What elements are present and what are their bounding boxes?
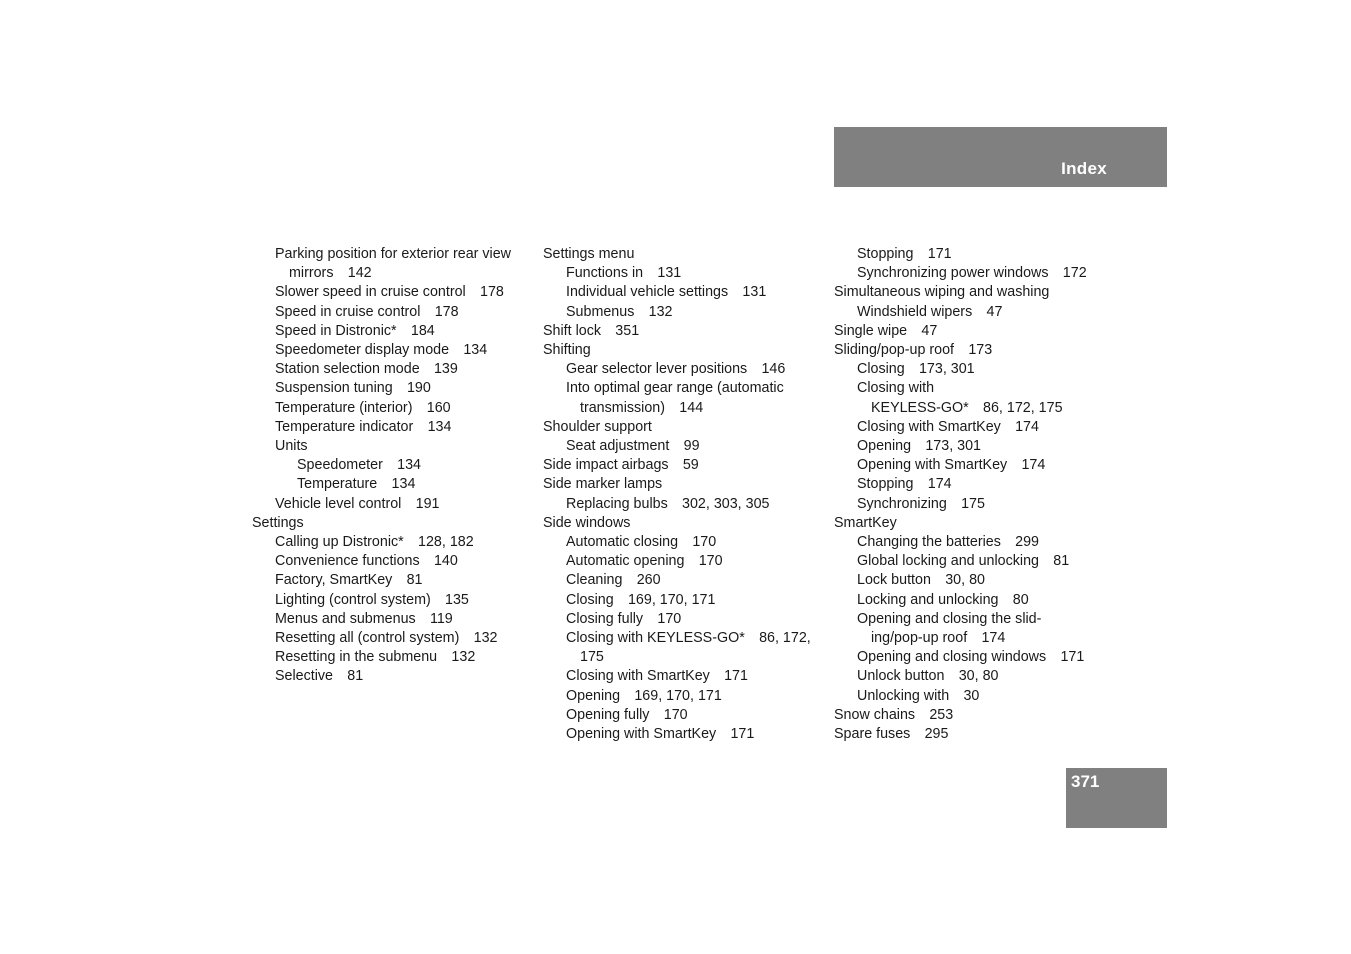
index-subentry: Global locking and unlocking 81 xyxy=(857,553,1070,570)
index-subentry: ing/pop-up roof 174 xyxy=(871,630,1006,647)
index-entry: Spare fuses 295 xyxy=(834,726,949,743)
index-subentry: transmission) 144 xyxy=(580,399,704,416)
index-subentry: Locking and unlocking 80 xyxy=(857,591,1029,608)
index-subentry: Speedometer display mode 134 xyxy=(275,342,488,359)
index-column-1 xyxy=(252,245,532,687)
index-entry: Settings xyxy=(252,514,304,531)
index-subentry: Unlocking with 30 xyxy=(857,687,980,704)
index-subentry: Units xyxy=(275,438,308,455)
index-subentry: Opening 169, 170, 171 xyxy=(566,687,722,704)
index-column-3 xyxy=(834,245,1134,744)
index-subentry: Suspension tuning 190 xyxy=(275,380,431,397)
index-entry: Side impact airbags 59 xyxy=(543,457,699,474)
index-subentry: Speedometer 134 xyxy=(297,457,421,474)
index-subentry: Individual vehicle settings 131 xyxy=(566,284,767,301)
index-subentry: Vehicle level control 191 xyxy=(275,495,440,512)
index-subentry: Opening and closing windows 171 xyxy=(857,649,1085,666)
index-subentry: Lock button 30, 80 xyxy=(857,572,985,589)
index-subentry: Windshield wipers 47 xyxy=(857,303,1003,320)
index-entry: Side windows xyxy=(543,514,631,531)
index-subentry: Seat adjustment 99 xyxy=(566,438,700,455)
index-subentry: Functions in 131 xyxy=(566,265,682,282)
index-subentry: Gear selector lever positions 146 xyxy=(566,361,786,378)
index-entry: Shifting xyxy=(543,342,591,359)
index-subentry: Temperature 134 xyxy=(297,476,416,493)
index-subentry: Automatic opening 170 xyxy=(566,553,723,570)
index-subentry: Closing with xyxy=(857,380,935,397)
index-entry: Side marker lamps xyxy=(543,476,663,493)
index-entry: Sliding/pop-up roof 173 xyxy=(834,342,993,359)
index-subentry: Closing with SmartKey 174 xyxy=(857,418,1039,435)
page-number-box xyxy=(1066,768,1167,828)
index-subentry: Closing 169, 170, 171 xyxy=(566,591,716,608)
index-subentry: Convenience functions 140 xyxy=(275,553,458,570)
index-subentry: Closing with KEYLESS-GO* 86, 172, xyxy=(566,630,811,647)
index-subentry: Calling up Distronic* 128, 182 xyxy=(275,534,474,551)
index-subentry: Opening with SmartKey 171 xyxy=(566,726,755,743)
index-subentry: Opening fully 170 xyxy=(566,706,688,723)
index-subentry: 175 xyxy=(580,649,604,666)
index-entry: Shift lock 351 xyxy=(543,322,640,339)
index-subentry: Changing the batteries 299 xyxy=(857,534,1040,551)
index-subentry: KEYLESS-GO* 86, 172, 175 xyxy=(871,399,1063,416)
index-subentry: Speed in cruise control 178 xyxy=(275,303,459,320)
index-subentry: Resetting all (control system) 132 xyxy=(275,630,498,647)
index-entry: Snow chains 253 xyxy=(834,706,954,723)
index-subentry: Automatic closing 170 xyxy=(566,534,717,551)
index-subentry: Lighting (control system) 135 xyxy=(275,591,469,608)
index-subentry: Stopping 174 xyxy=(857,476,952,493)
index-subentry: Temperature (interior) 160 xyxy=(275,399,451,416)
index-subentry: Cleaning 260 xyxy=(566,572,661,589)
index-entry: Single wipe 47 xyxy=(834,322,938,339)
index-entry: Settings menu xyxy=(543,246,635,262)
index-subentry: Factory, SmartKey 81 xyxy=(275,572,423,589)
index-subentry: Resetting in the submenu 132 xyxy=(275,649,476,666)
index-entry: SmartKey xyxy=(834,514,897,531)
index-subentry: Synchronizing power windows 172 xyxy=(857,265,1087,282)
section-title: Index xyxy=(1061,159,1107,178)
index-column-2 xyxy=(543,245,823,744)
index-subentry: Speed in Distronic* 184 xyxy=(275,322,435,339)
index-subentry: Stopping 171 xyxy=(857,246,952,262)
index-subentry: Opening 173, 301 xyxy=(857,438,982,455)
index-subentry: Opening and closing the slid- xyxy=(857,610,1042,627)
index-subentry: Temperature indicator 134 xyxy=(275,418,452,435)
index-subentry: Station selection mode 139 xyxy=(275,361,458,378)
index-subentry: mirrors 142 xyxy=(289,265,372,282)
index-entry: Simultaneous wiping and washing xyxy=(834,284,1050,301)
index-subentry: Opening with SmartKey 174 xyxy=(857,457,1046,474)
index-subentry: Closing fully 170 xyxy=(566,610,682,627)
index-subentry: Replacing bulbs 302, 303, 305 xyxy=(566,495,770,512)
index-subentry: Menus and submenus 119 xyxy=(275,610,453,627)
index-subentry: Synchronizing 175 xyxy=(857,495,985,512)
index-subentry: Selective 81 xyxy=(275,668,364,685)
index-subentry: Slower speed in cruise control 178 xyxy=(275,284,504,301)
index-subentry: Into optimal gear range (automatic xyxy=(566,380,784,397)
index-subentry: Closing 173, 301 xyxy=(857,361,975,378)
page-number: 371 xyxy=(1071,772,1100,791)
index-subentry: Closing with SmartKey 171 xyxy=(566,668,748,685)
section-header-band xyxy=(834,127,1167,187)
index-subentry: Submenus 132 xyxy=(566,303,673,320)
index-subentry: Parking position for exterior rear view xyxy=(275,246,511,262)
index-entry: Shoulder support xyxy=(543,418,652,435)
index-subentry: Unlock button 30, 80 xyxy=(857,668,999,685)
